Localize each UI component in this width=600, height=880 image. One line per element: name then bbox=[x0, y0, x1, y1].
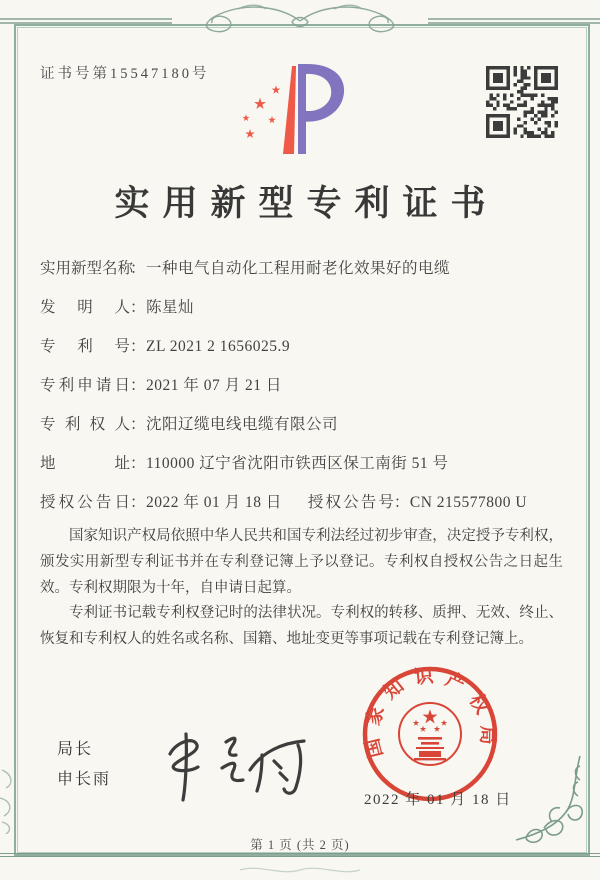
field-value: 陈星灿 bbox=[146, 299, 195, 316]
signer-title: 局长 bbox=[57, 741, 94, 758]
official-seal bbox=[358, 662, 502, 806]
field-row-name bbox=[40, 258, 565, 280]
field-label: 地址 bbox=[40, 455, 130, 472]
seal-text: 国家知识产权局 bbox=[362, 665, 498, 760]
signature-image bbox=[150, 712, 322, 808]
field-colon: ： bbox=[130, 299, 146, 316]
field-list bbox=[40, 258, 565, 531]
field-row-inventor bbox=[40, 297, 565, 319]
top-border-ornament-icon bbox=[0, 2, 600, 36]
legal-paragraph: 专利证书记载专利权登记时的法律状况。专利权的转移、质押、无效、终止、恢复和专利权人的姓名或名称、国籍、地址变更等事项记载在专利登记簿上。 bbox=[40, 605, 563, 648]
field-colon: ： bbox=[130, 416, 146, 433]
field-colon: ： bbox=[393, 494, 410, 511]
field-row-filing-date bbox=[40, 375, 565, 397]
field-pair-grant-no bbox=[308, 492, 527, 514]
field-colon: ： bbox=[130, 260, 146, 277]
field-value: 2022 年 01 月 18 日 bbox=[146, 494, 282, 511]
field-value: 沈阳辽缆电线电缆有限公司 bbox=[146, 416, 339, 433]
field-label: 专利权人 bbox=[40, 416, 130, 433]
bottom-border-ornament-icon bbox=[200, 862, 400, 878]
field-label: 实用新型名称 bbox=[40, 260, 134, 277]
field-label: 授权公告日 bbox=[40, 494, 130, 511]
field-value: 2021 年 07 月 21 日 bbox=[146, 377, 282, 394]
certificate-number: 证书号第15547180号 bbox=[40, 66, 210, 82]
seal-emblem bbox=[413, 709, 447, 760]
left-edge-ornament-icon bbox=[0, 764, 26, 834]
logo-quill bbox=[283, 66, 296, 154]
cnipa-logo-icon bbox=[236, 60, 358, 162]
field-value: 110000 辽宁省沈阳市铁西区保工南街 51 号 bbox=[146, 455, 449, 472]
field-colon: ： bbox=[130, 455, 146, 472]
field-label: 发明人 bbox=[40, 299, 130, 316]
field-value: ZL 2021 2 1656025.9 bbox=[146, 338, 291, 355]
field-label: 授权公告号 bbox=[307, 494, 394, 511]
field-colon: ： bbox=[130, 494, 146, 511]
field-value: CN 215577800 U bbox=[409, 494, 528, 511]
field-label: 专利申请日 bbox=[40, 377, 130, 394]
qr-code bbox=[486, 66, 558, 138]
logo-p-shape bbox=[298, 64, 344, 154]
field-row-patent-no bbox=[40, 336, 565, 358]
page-title: 实用新型专利证书 bbox=[114, 184, 499, 223]
issue-date: 2022 年 01 月 18 日 bbox=[364, 792, 512, 808]
field-label: 专利号 bbox=[40, 338, 130, 355]
field-row-patentee bbox=[40, 414, 565, 436]
legal-paragraph: 国家知识产权局依照中华人民共和国专利法经过初步审查，决定授予专利权，颁发实用新型专利证书并在专利登记簿上予以登记。专利权自授权公告之日起生效。专利权期限为十年，自申请日起算。 bbox=[40, 528, 563, 596]
logo-stars bbox=[242, 85, 280, 138]
field-row-address bbox=[40, 453, 565, 475]
signer-name: 申长雨 bbox=[57, 771, 112, 788]
legal-text-block bbox=[40, 524, 563, 653]
field-colon: ： bbox=[130, 338, 146, 355]
field-row-grant bbox=[40, 492, 565, 514]
page-number: 第 1 页 (共 2 页) bbox=[250, 838, 350, 852]
field-value: 一种电气自动化工程用耐老化效果好的电缆 bbox=[146, 260, 451, 277]
field-colon: ： bbox=[130, 377, 146, 394]
